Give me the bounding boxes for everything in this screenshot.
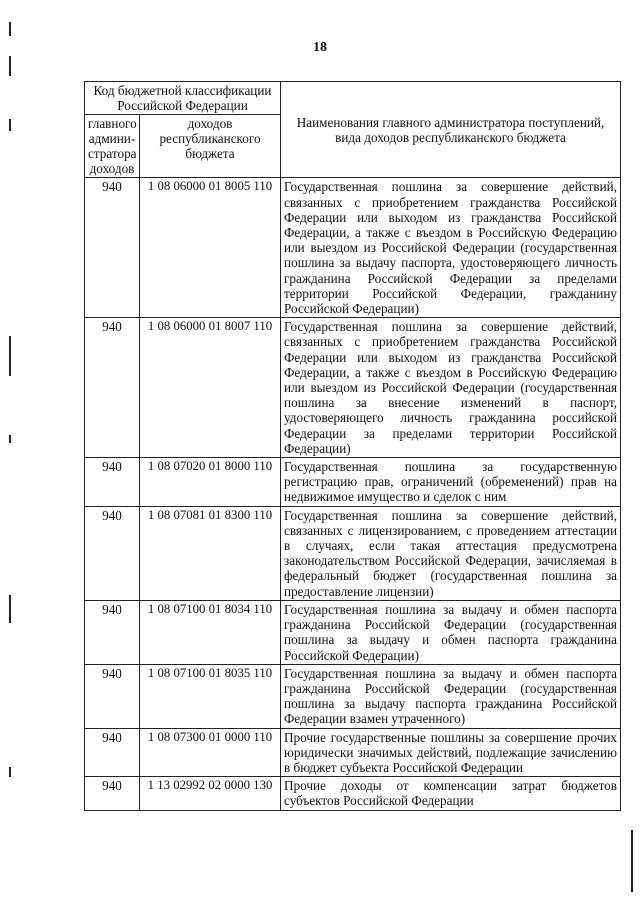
income-description: Прочие государственные пошлины за совершение прочих юридически значимых действий, подлежащие зачислению в бюджет субъекта Российской Федерации: [281, 728, 621, 777]
administrator-code: 940: [85, 458, 140, 507]
income-description: Государственная пошлина за совершение действий, связанных с приобретением гражданства Российской Федерации или выходом из гражданства Российской Федерации, а также с въездом в Российскую Федерацию или выездом из Российской Федерации (государственная пошлина за внесение изменений в паспорт, удостоверяющего личность гражданина российской Федерации за пределами территории Российской Федерации): [281, 318, 621, 458]
income-code: 1 13 02992 02 0000 130: [140, 777, 281, 810]
income-description: Государственная пошлина за государственную регистрацию прав, ограничений (обременений) прав на недвижимое имущество и сделок с ним: [281, 458, 621, 507]
administrator-code: 940: [85, 318, 140, 458]
table-row: [85, 777, 621, 810]
income-code: 1 08 07100 01 8034 110: [140, 600, 281, 664]
income-code: 1 08 07081 01 8300 110: [140, 506, 281, 600]
income-code: 1 08 07020 01 8000 110: [140, 458, 281, 507]
administrator-code: 940: [85, 664, 140, 728]
income-description: Прочие доходы от компенсации затрат бюджетов субъектов Российской Федерации: [281, 777, 621, 810]
scan-mark: [9, 595, 11, 623]
scan-mark: [9, 119, 11, 131]
table-header-row: [85, 82, 621, 115]
income-code: 1 08 06000 01 8007 110: [140, 318, 281, 458]
header-republican-budget-income: доходов республиканского бюджета: [140, 115, 281, 178]
income-code: 1 08 07300 01 0000 110: [140, 728, 281, 777]
scan-mark: [9, 435, 11, 443]
table-row: [85, 600, 621, 664]
table-row: [85, 318, 621, 458]
table-row: [85, 506, 621, 600]
scan-mark: [9, 767, 11, 777]
header-administrator-name: Наименования главного администратора поступлений, вида доходов республиканского бюджета: [281, 82, 621, 178]
budget-classification-table: [84, 81, 621, 811]
table-row: [85, 728, 621, 777]
header-main-administrator: главного админи- стратора доходов: [85, 115, 140, 178]
scan-mark: [9, 56, 11, 76]
table-row: [85, 664, 621, 728]
income-description: Государственная пошлина за выдачу и обмен паспорта гражданина Российской Федерации (государственная пошлина за выдачу и обмен паспорта гражданина Российской Федерации): [281, 600, 621, 664]
scan-mark: [9, 22, 11, 36]
header-budget-classification-code: Код бюджетной классификации Российской Федерации: [85, 82, 281, 115]
income-description: Государственная пошлина за совершение действий, связанных с приобретением гражданства Российской Федерации или выходом из гражданства Российской Федерации, а также с въездом в Российскую Федерацию или выездом из Российской Федерации (государственная пошлина за выдачу паспорта, удостоверяющего личность гражданина Российской Федерации за пределами территории Российской Федерации, гражданину Российской Федерации): [281, 178, 621, 318]
income-description: Государственная пошлина за выдачу и обмен паспорта гражданина Российской Федерации (государственная пошлина за выдачу паспорта гражданина Российской Федерации взамен утраченного): [281, 664, 621, 728]
scan-mark: [9, 336, 11, 376]
administrator-code: 940: [85, 728, 140, 777]
administrator-code: 940: [85, 600, 140, 664]
income-code: 1 08 06000 01 8005 110: [140, 178, 281, 318]
income-description: Государственная пошлина за совершение действий, связанных с лицензированием, с проведением аттестации в случаях, если такая аттестация предусмотрена законодательством Российской Федерации, зачисляемая в федеральный бюджет (государственная пошлина за предоставление лицензии): [281, 506, 621, 600]
table-row: [85, 178, 621, 318]
administrator-code: 940: [85, 506, 140, 600]
administrator-code: 940: [85, 178, 140, 318]
page-number: 18: [313, 40, 327, 55]
scan-mark: [631, 830, 633, 892]
table-row: [85, 458, 621, 507]
administrator-code: 940: [85, 777, 140, 810]
income-code: 1 08 07100 01 8035 110: [140, 664, 281, 728]
